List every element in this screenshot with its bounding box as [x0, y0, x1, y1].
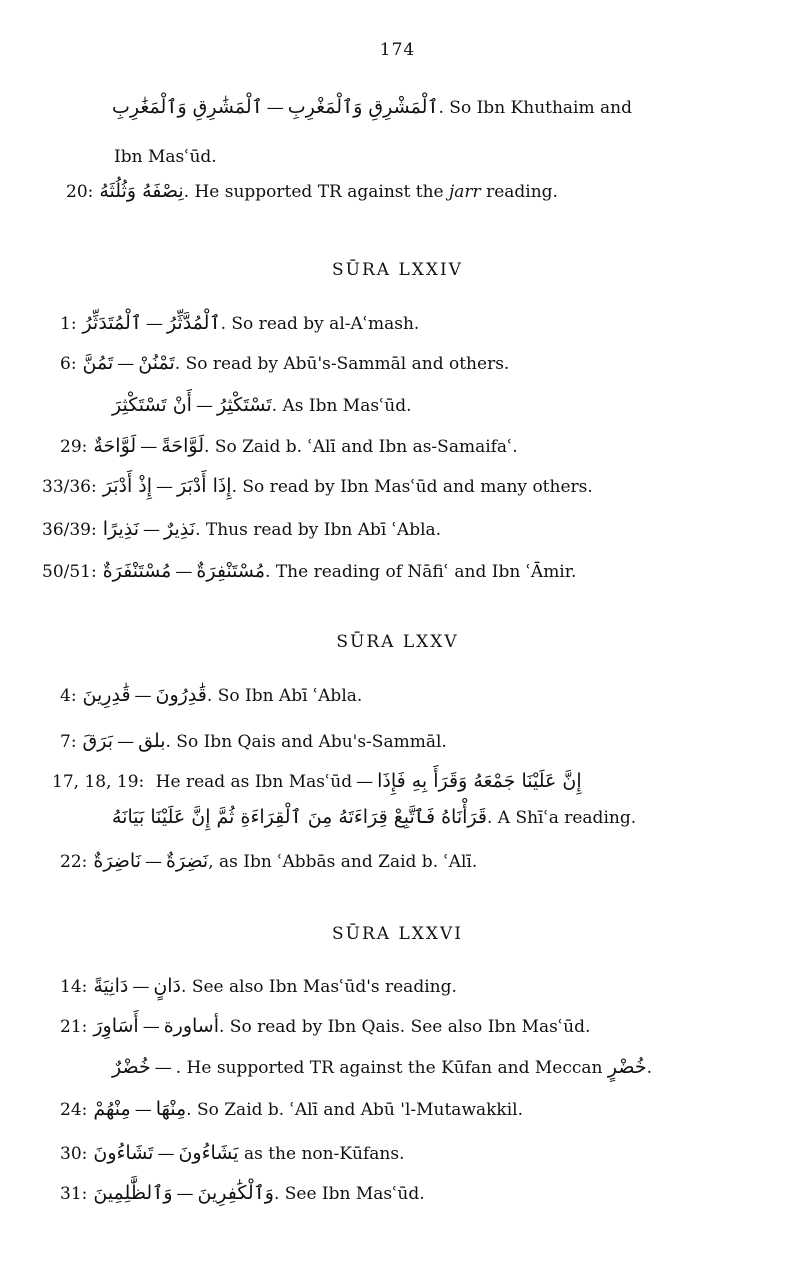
arabic-variant: قَرَأْنَاهُ فَٱتَّبِعْ قِرَاءَتَهُ مِنَ ٱلْقِرَاءَةِ ثُمَّ إِنَّ عَلَيْنَا بَيَانَهُ	[112, 806, 487, 828]
commentary-text: . So Zaid b. ʿAlī and Abū 'l-Mutawakkil.	[186, 1100, 524, 1120]
arabic-variant: أَسَاوِرَ	[93, 1015, 139, 1037]
page-number: 174	[379, 40, 416, 60]
commentary-text: . So Ibn Khuthaim and	[438, 98, 632, 118]
commentary-text: . So read by Ibn Qais. See also Ibn Masʿūd.	[219, 1017, 591, 1037]
verse-entry	[60, 684, 362, 707]
arabic-received-text: وَٱلْكَٰفِرِينَ	[197, 1182, 274, 1204]
dash-separator: —	[132, 977, 150, 997]
verse-number: 1:	[60, 314, 77, 334]
commentary-text: .	[646, 1058, 652, 1078]
verse-number: 24:	[60, 1100, 88, 1120]
verse-number: 7:	[60, 732, 77, 752]
dash-separator: —	[266, 98, 284, 118]
dash-separator: —	[145, 852, 163, 872]
arabic-received-text: مِنْهَا	[155, 1098, 187, 1120]
arabic-variant: قَٰدِرِينَ	[82, 684, 131, 706]
dash-separator: —	[154, 1058, 172, 1078]
commentary-text: reading.	[480, 182, 558, 202]
verse-entry	[60, 352, 509, 375]
arabic-variant: مِنْهُمْ	[93, 1098, 131, 1120]
text-line	[114, 146, 217, 168]
arabic-received-text: دَانٍ	[153, 975, 182, 997]
dash-separator: —	[195, 396, 213, 416]
arabic-received-text: قَٰدِرُونَ	[155, 684, 207, 706]
verse-entry	[112, 1056, 652, 1079]
verse-entry	[42, 518, 441, 541]
verse-number: 4:	[60, 686, 77, 706]
commentary-text: . So read by Abū's-Sammāl and others.	[174, 354, 510, 374]
dash-separator: —	[134, 1100, 152, 1120]
verse-entry	[42, 475, 593, 498]
arabic-variant: لَوَّاحَةٌ	[93, 435, 137, 457]
commentary-text: . As Ibn Masʿūd.	[271, 396, 412, 416]
sura-heading: SŪRA LXXIV	[332, 260, 463, 280]
verse-entry	[66, 180, 558, 203]
arabic-variant: تَشَاءُونَ	[93, 1142, 154, 1164]
dash-separator: —	[142, 1017, 160, 1037]
dash-separator: —	[356, 772, 374, 792]
arabic-variant: مُسْتَنْفَرَةٌ	[102, 560, 172, 582]
verse-entry	[60, 850, 477, 873]
arabic-variant: إِنَّ عَلَيْنَا جَمْعَهُ وَقَرَأَ بِهِ فَإِذَا	[377, 770, 582, 792]
arabic-received-text: تَمْنُنْ	[138, 352, 175, 374]
dash-separator: —	[143, 520, 161, 540]
commentary-text: . A Shīʿa reading.	[486, 808, 637, 828]
arabic-variant: نِصْفَهُ وَثُلُثَهُ	[99, 180, 184, 202]
dash-separator: —	[145, 314, 163, 334]
arabic-variant: ٱلْمُتَدَثِّرُ	[82, 312, 142, 334]
commentary-text: He read as Ibn Masʿūd	[150, 772, 353, 792]
verse-number: 29:	[60, 437, 88, 457]
arabic-variant: نَاضِرَةٌ	[93, 850, 142, 872]
arabic-received-text: ٱلْمَشْرِقِ وَٱلْمَغْرِبِ	[287, 96, 439, 118]
verse-entry	[60, 1015, 590, 1038]
verse-number: 6:	[60, 354, 77, 374]
dash-separator: —	[175, 562, 193, 582]
arabic-variant: إِذْ أَدْبَرَ	[102, 475, 153, 497]
arabic-received-text: أساورة	[163, 1015, 219, 1037]
verse-entry	[60, 1182, 425, 1205]
verse-number: 33/36:	[42, 477, 97, 497]
verse-entry	[60, 312, 419, 335]
verse-number: 21:	[60, 1017, 88, 1037]
arabic-variant: نَذِيرًا	[102, 518, 140, 540]
commentary-text: . So read by al-Aʿmash.	[220, 314, 420, 334]
verse-entry	[60, 975, 457, 998]
dash-separator: —	[176, 1184, 194, 1204]
verse-number: 31:	[60, 1184, 88, 1204]
text-line-content: Ibn Masʿūd.	[114, 147, 217, 167]
arabic-variant: خُضْرٍ	[607, 1056, 647, 1078]
verse-number: 17, 18, 19:	[52, 772, 145, 792]
commentary-text: . So Ibn Qais and Abu's-Sammāl.	[165, 732, 447, 752]
dash-separator: —	[156, 477, 174, 497]
commentary-text: , as Ibn ʿAbbās and Zaid b. ʿAlī.	[208, 852, 478, 872]
arabic-variant: دَانِيَةً	[93, 975, 129, 997]
verse-number: 30:	[60, 1144, 88, 1164]
verse-number: 20:	[66, 182, 94, 202]
arabic-received-text: لَوَّاحَةً	[161, 435, 205, 457]
commentary-text: as the non-Kūfans.	[238, 1144, 405, 1164]
verse-entry	[42, 560, 576, 583]
commentary-text: . He supported TR against the Kūfan and Meccan	[175, 1058, 608, 1078]
arabic-variant: بَرَقَ	[82, 730, 114, 752]
commentary-text: . He supported TR against the	[183, 182, 449, 202]
italic-term: jarr	[449, 182, 481, 202]
dash-separator: —	[134, 686, 152, 706]
dash-separator: —	[117, 354, 135, 374]
arabic-received-text: مُسْتَنْفِرَةٌ	[196, 560, 266, 582]
verse-number: 36/39:	[42, 520, 97, 540]
arabic-received-text: يَشَاءُونَ	[178, 1142, 239, 1164]
arabic-received-text: بلق	[138, 730, 166, 752]
sura-heading: SŪRA LXXV	[336, 632, 459, 652]
arabic-variant: تَمُنَّ	[82, 352, 114, 374]
verse-number: 50/51:	[42, 562, 97, 582]
verse-entry	[60, 1098, 523, 1121]
arabic-received-text: تَسْتَكْثِرُ	[216, 394, 272, 416]
verse-entry	[112, 394, 412, 417]
commentary-text: . See also Ibn Masʿūd's reading.	[181, 977, 457, 997]
commentary-text: . Thus read by Ibn Abī ʿAbla.	[195, 520, 442, 540]
verse-entry	[60, 730, 447, 753]
verse-number: 22:	[60, 852, 88, 872]
commentary-text: . See Ibn Masʿūd.	[273, 1184, 425, 1204]
dash-separator: —	[157, 1144, 175, 1164]
arabic-variant: خُضْرٌ	[112, 1056, 151, 1078]
verse-entry	[60, 435, 518, 458]
arabic-received-text: نَضِرَةٌ	[166, 850, 209, 872]
arabic-received-text: ٱلْمُدَّثِّرُ	[166, 312, 221, 334]
dash-separator: —	[117, 732, 135, 752]
verse-entry	[52, 770, 582, 793]
commentary-text: . So Zaid b. ʿAlī and Ibn as-Samaifaʿ.	[204, 437, 518, 457]
commentary-text: . So Ibn Abī ʿAbla.	[206, 686, 363, 706]
commentary-text: . The reading of Nāfiʿ and Ibn ʿĀmir.	[265, 562, 577, 582]
dash-separator: —	[140, 437, 158, 457]
verse-entry	[112, 96, 632, 119]
verse-number: 14:	[60, 977, 88, 997]
verse-entry	[60, 1142, 405, 1165]
verse-entry	[112, 806, 636, 829]
arabic-received-text: نَذِيرٌ	[164, 518, 196, 540]
commentary-text: . So read by Ibn Masʿūd and many others.	[231, 477, 593, 497]
arabic-received-text: إِذَا أَدْبَرَ	[177, 475, 232, 497]
sura-heading: SŪRA LXXVI	[332, 924, 463, 944]
arabic-variant: ٱلْمَشَٰرِقِ وَٱلْمَغَٰرِبِ	[112, 96, 263, 118]
arabic-variant: وَٱلظَّٰلِمِينَ	[93, 1182, 173, 1204]
arabic-variant: أَنْ تَسْتَكْثِرَ	[112, 394, 192, 416]
